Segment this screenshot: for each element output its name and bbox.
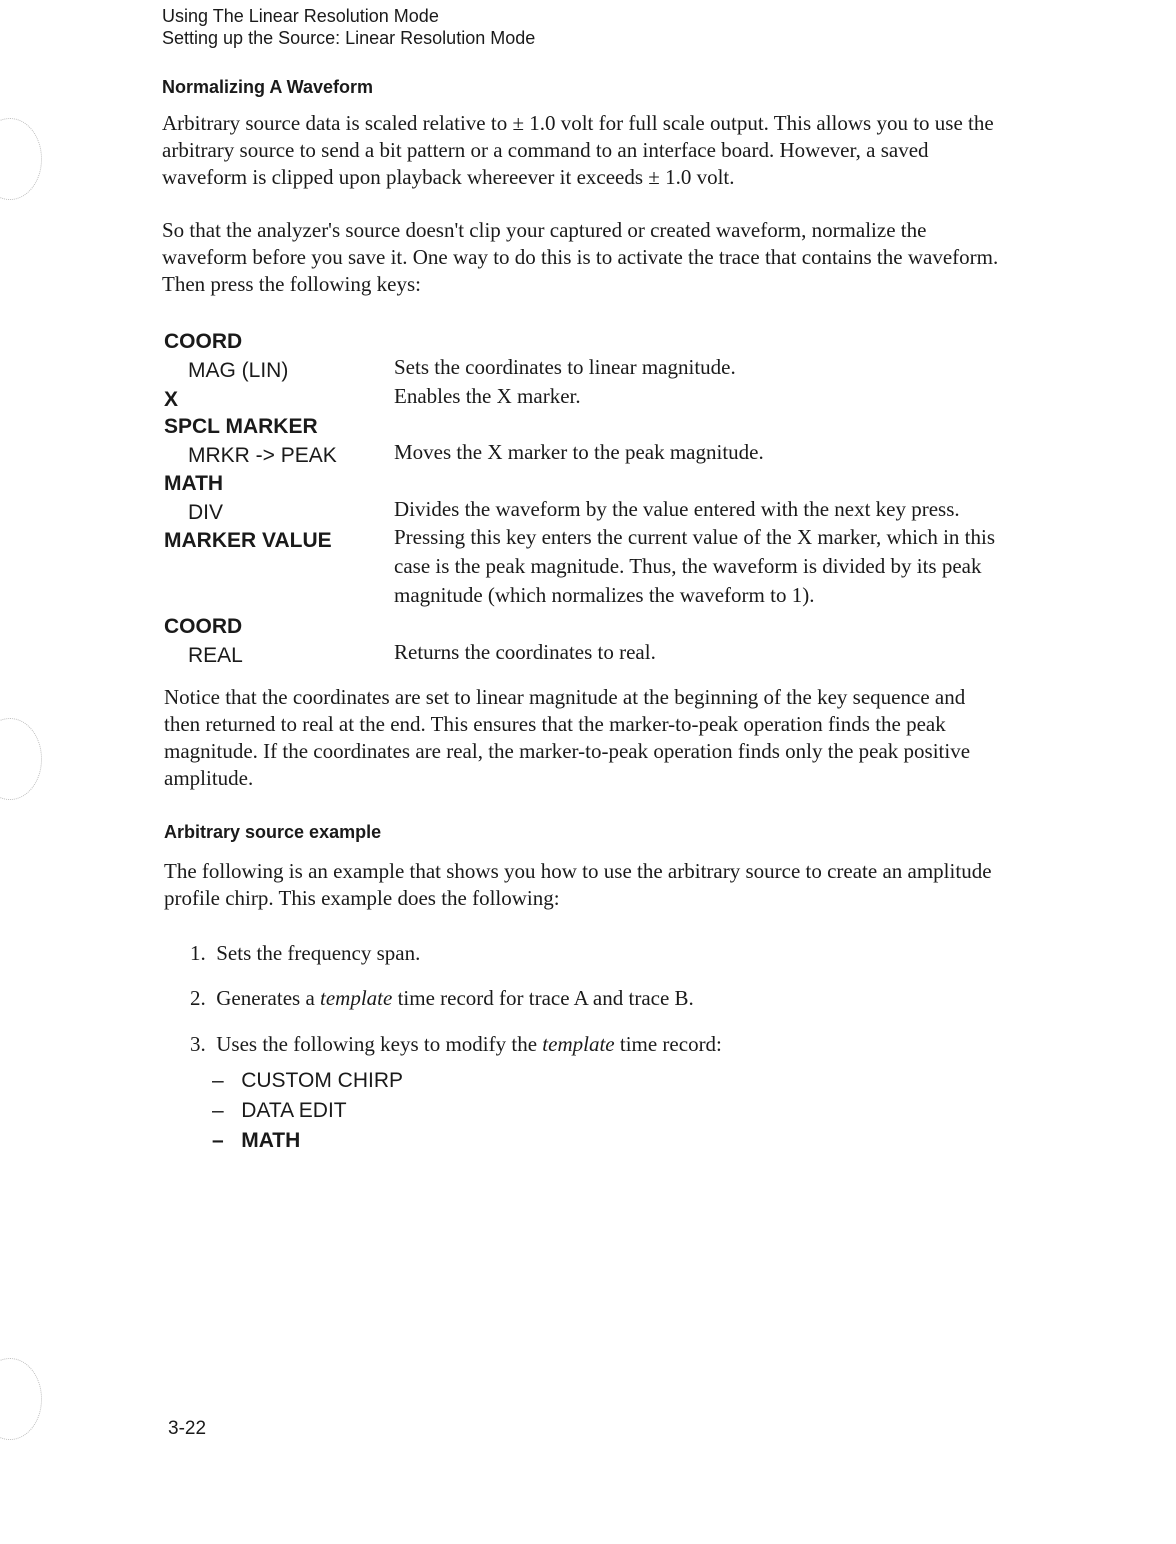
sub-item-data-edit — [212, 1099, 347, 1123]
mrkr-peak-description: Moves the X marker to the peak magnitude. — [394, 440, 764, 464]
step-number: 3. — [190, 1032, 206, 1056]
punch-hole-bottom — [0, 1358, 42, 1440]
punch-hole-middle — [0, 718, 42, 800]
dash-bullet: – — [212, 1099, 224, 1122]
key-coord: COORD — [164, 330, 243, 353]
key-spcl-marker: SPCL MARKER — [164, 415, 318, 438]
description-line: magnitude (which normalizes the waveform to 1). — [394, 583, 815, 607]
sub-item-custom-chirp — [212, 1069, 403, 1093]
normalize-paragraph — [162, 217, 998, 298]
step-number: 2. — [190, 986, 206, 1010]
key-coord-2: COORD — [164, 615, 243, 638]
step-text-emphasis: template — [542, 1032, 615, 1056]
running-header-section: Setting up the Source: Linear Resolution Mode — [162, 28, 536, 48]
paragraph-line: magnitude. If the coordinates are real, the marker-to-peak operation finds only the peak positive — [164, 739, 971, 763]
paragraph-line: profile chirp. This example does the following: — [164, 886, 560, 910]
sub-item-text: CUSTOM CHIRP — [241, 1069, 403, 1092]
step-1 — [190, 941, 420, 966]
intro-paragraph — [162, 110, 994, 191]
step-text-post: time record for trace A and trace B. — [392, 986, 694, 1010]
mag-lin-description: Sets the coordinates to linear magnitude. — [394, 355, 736, 379]
step-text: Sets the frequency span. — [216, 941, 421, 965]
step-number: 1. — [190, 941, 206, 965]
sub-item-math — [212, 1129, 300, 1153]
paragraph-line: Arbitrary source data is scaled relative to ± 1.0 volt for full scale output. This allows you to use the — [162, 111, 994, 135]
running-header-chapter: Using The Linear Resolution Mode — [162, 6, 439, 26]
step-text-pre: Generates a — [216, 986, 321, 1010]
paragraph-line: So that the analyzer's source doesn't clip your captured or created waveform, normalize the — [162, 218, 927, 242]
step-2 — [190, 986, 694, 1011]
example-intro — [164, 858, 992, 912]
step-text-emphasis: template — [320, 986, 393, 1010]
example-title: Arbitrary source example — [164, 822, 382, 842]
paragraph-line: The following is an example that shows you how to use the arbitrary source to create an amplitude — [164, 859, 992, 883]
section-title: Normalizing A Waveform — [162, 77, 374, 97]
softkey-real: REAL — [188, 644, 243, 667]
softkey-mrkr-peak: MRKR -> PEAK — [188, 444, 337, 467]
notice-paragraph — [164, 684, 970, 792]
paragraph-line: amplitude. — [164, 766, 254, 790]
punch-hole-top — [0, 118, 42, 200]
key-marker-value: MARKER VALUE — [164, 529, 332, 552]
div-description: Divides the waveform by the value entered with the next key press. — [394, 497, 960, 521]
paragraph-line: arbitrary source to send a bit pattern or a command to an interface board. However, a saved — [162, 138, 929, 162]
paragraph-line: Then press the following keys: — [162, 272, 421, 296]
softkey-div: DIV — [188, 501, 224, 524]
step-3 — [190, 1032, 722, 1057]
x-description: Enables the X marker. — [394, 384, 581, 408]
page-number: 3-22 — [168, 1418, 207, 1439]
sub-item-text: MATH — [241, 1129, 301, 1152]
paragraph-line: Notice that the coordinates are set to linear magnitude at the beginning of the key sequence and — [164, 685, 966, 709]
marker-value-description — [394, 523, 995, 610]
key-x: X — [164, 388, 179, 411]
key-math: MATH — [164, 472, 224, 495]
softkey-mag-lin: MAG (LIN) — [188, 359, 289, 382]
step-text-pre: Uses the following keys to modify the — [216, 1032, 543, 1056]
real-description: Returns the coordinates to real. — [394, 640, 656, 664]
description-line: case is the peak magnitude. Thus, the waveform is divided by its peak — [394, 554, 982, 578]
sub-item-text: DATA EDIT — [241, 1099, 347, 1122]
paragraph-line: waveform before you save it. One way to do this is to activate the trace that contains the waveform. — [162, 245, 999, 269]
dash-bullet: – — [212, 1069, 224, 1092]
paragraph-line: waveform is clipped upon playback whereever it exceeds ± 1.0 volt. — [162, 165, 735, 189]
step-text-post: time record: — [614, 1032, 722, 1056]
description-line: Pressing this key enters the current value of the X marker, which in this — [394, 525, 996, 549]
dash-bullet: – — [212, 1129, 224, 1152]
paragraph-line: then returned to real at the end. This ensures that the marker-to-peak operation finds the peak — [164, 712, 946, 736]
